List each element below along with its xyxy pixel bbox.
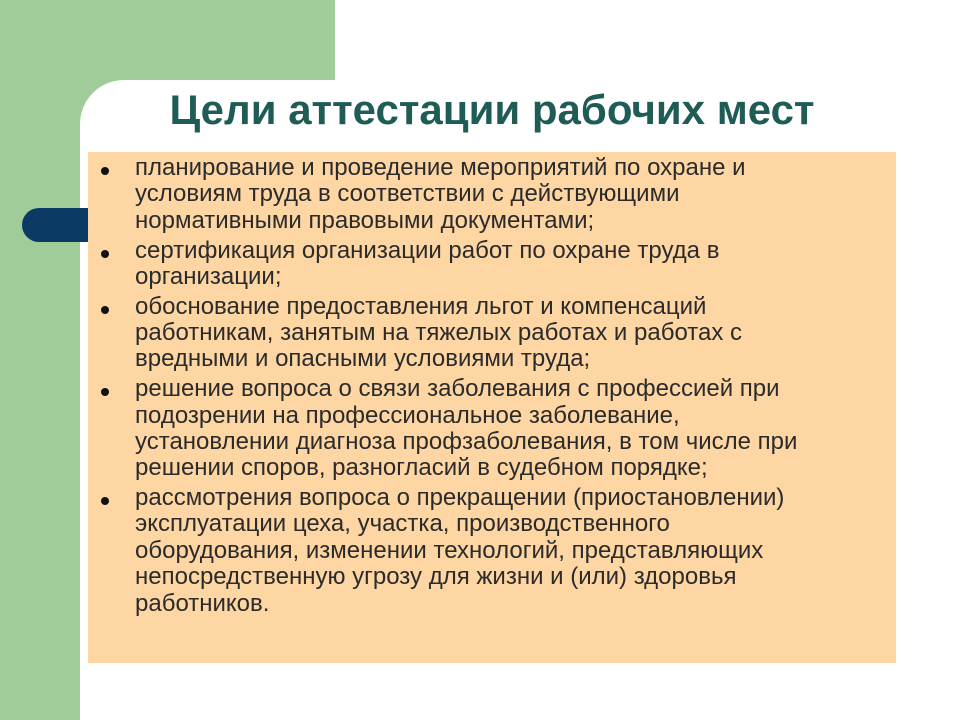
bullet-dot-icon <box>101 497 109 505</box>
bullet-line: непосредственную угрозу для жизни и (или) здоровья <box>135 563 737 591</box>
bullet-line: обоснование предоставления льгот и компенсаций <box>135 292 707 320</box>
bullet-line: эксплуатации цеха, участка, производственного <box>135 510 670 538</box>
bullet-line: подозрении на профессиональное заболевание, <box>135 401 680 429</box>
bullet-line: сертификация организации работ по охране труда в <box>135 236 720 264</box>
slide-title: Цели аттестации рабочих мест <box>169 86 815 133</box>
bullet-line: нормативными правовыми документами; <box>135 206 595 234</box>
bullet-line: вредными и опасными условиями труда; <box>135 345 591 373</box>
bullet-line: организации; <box>135 262 282 290</box>
bullet-dot-icon <box>101 306 109 314</box>
bullet-line: решение вопроса о связи заболевания с профессией при <box>135 375 780 403</box>
bullet-item <box>135 155 885 234</box>
bullet-item <box>135 238 885 291</box>
bullet-line: работников. <box>135 589 270 617</box>
bullet-item <box>135 376 885 482</box>
bullet-line: условиям труда в соответствии с действующими <box>135 180 680 208</box>
bullet-item <box>135 294 885 373</box>
bullet-item <box>135 485 885 617</box>
navy-accent-tab <box>22 208 98 242</box>
bullet-list <box>135 155 885 617</box>
bullet-line: работникам, занятым на тяжелых работах и работах с <box>135 319 742 347</box>
bullet-dot-icon <box>101 250 109 258</box>
bullet-line: планирование и проведение мероприятий по охране и <box>135 154 746 181</box>
bullet-line: рассмотрения вопроса о прекращении (приостановлении) <box>135 484 785 512</box>
bullet-line: решении споров, разногласий в судебном порядке; <box>135 454 708 482</box>
bullet-dot-icon <box>101 167 109 175</box>
bullet-line: установлении диагноза профзаболевания, в том числе при <box>135 427 798 455</box>
bullet-line: оборудования, изменении технологий, представляющих <box>135 536 764 564</box>
